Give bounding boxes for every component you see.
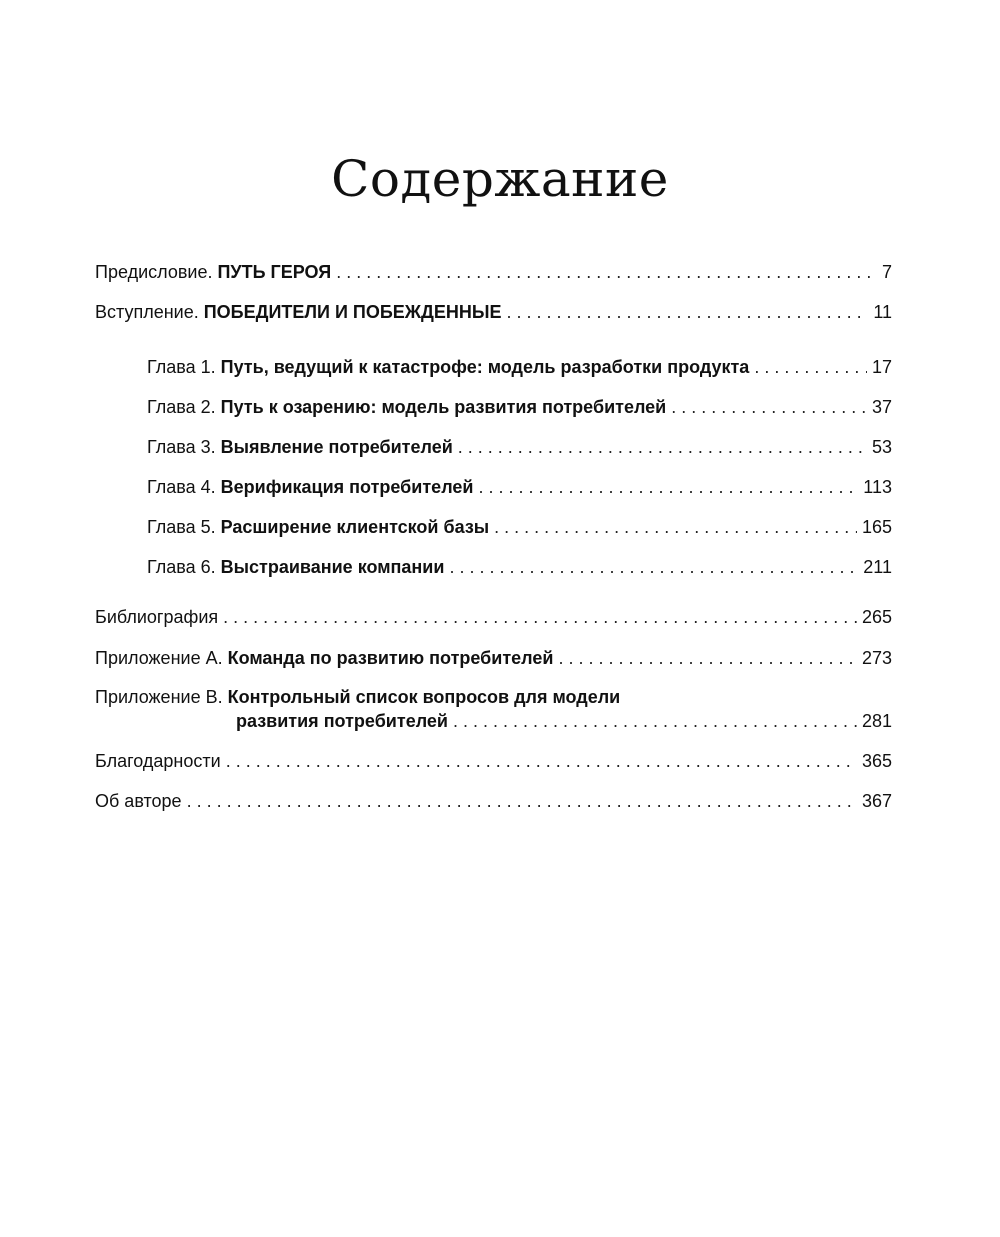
page-number: 265 bbox=[861, 607, 892, 627]
entry-prefix: Библиография bbox=[95, 607, 219, 627]
entry-prefix: Предисловие. bbox=[95, 262, 218, 282]
toc-entry-about-author[interactable] bbox=[95, 790, 892, 812]
entry-title: Выявление потребителей bbox=[220, 437, 453, 457]
toc-entry-chapter-3[interactable] bbox=[147, 436, 892, 458]
entry-prefix: Глава 4. bbox=[147, 477, 221, 497]
dot-leader bbox=[336, 261, 877, 283]
toc-entry-chapter-5[interactable] bbox=[147, 516, 892, 538]
page-number: 11 bbox=[873, 302, 892, 322]
toc-entry-introduction[interactable] bbox=[95, 301, 892, 323]
toc-entry-preface[interactable] bbox=[95, 261, 892, 283]
entry-title: Путь к озарению: модель развития потребителей bbox=[220, 397, 667, 417]
page-number: 53 bbox=[871, 437, 892, 457]
dot-leader bbox=[449, 556, 858, 578]
entry-title-continued: развития потребителей bbox=[236, 711, 448, 731]
dot-leader bbox=[494, 516, 857, 538]
dot-leader bbox=[558, 647, 857, 669]
toc-entry-chapter-4[interactable] bbox=[147, 476, 892, 498]
toc-entry-chapter-6[interactable] bbox=[147, 556, 892, 578]
page-number: 367 bbox=[861, 791, 892, 811]
entry-title: Контрольный список вопросов для модели bbox=[227, 687, 621, 707]
page-number: 7 bbox=[881, 262, 892, 282]
entry-title: Команда по развитию потребителей bbox=[227, 648, 554, 668]
entry-title: Верификация потребителей bbox=[220, 477, 474, 497]
toc-entry-appendix-b-line2[interactable] bbox=[236, 710, 892, 732]
dot-leader bbox=[507, 301, 869, 323]
page-number: 113 bbox=[863, 477, 892, 497]
dot-leader bbox=[223, 606, 857, 628]
dot-leader bbox=[671, 396, 867, 418]
entry-prefix: Благодарности bbox=[95, 751, 221, 771]
entry-prefix: Глава 3. bbox=[147, 437, 221, 457]
entry-title: Путь, ведущий к катастрофе: модель разработки продукта bbox=[220, 357, 750, 377]
dot-leader bbox=[478, 476, 858, 498]
entry-title: ПОБЕДИТЕЛИ И ПОБЕЖДЕННЫЕ bbox=[203, 302, 502, 322]
page-number: 17 bbox=[871, 357, 892, 377]
entry-prefix: Вступление. bbox=[95, 302, 204, 322]
page-number: 281 bbox=[861, 711, 892, 731]
dot-leader bbox=[754, 356, 867, 378]
page-title: Содержание bbox=[331, 150, 669, 208]
dot-leader bbox=[453, 710, 857, 732]
entry-title: ПУТЬ ГЕРОЯ bbox=[217, 262, 332, 282]
toc-entry-appendix-b-line1[interactable] bbox=[95, 686, 620, 708]
toc-entry-bibliography[interactable] bbox=[95, 606, 892, 628]
entry-title: Расширение клиентской базы bbox=[220, 517, 490, 537]
dot-leader bbox=[187, 790, 857, 812]
toc-entry-chapter-1[interactable] bbox=[147, 356, 892, 378]
entry-prefix: Глава 1. bbox=[147, 357, 221, 377]
entry-prefix: Приложение В. bbox=[95, 687, 228, 707]
toc-entry-chapter-2[interactable] bbox=[147, 396, 892, 418]
dot-leader bbox=[458, 436, 867, 458]
entry-prefix: Приложение А. bbox=[95, 648, 228, 668]
entry-prefix: Об авторе bbox=[95, 791, 182, 811]
toc-entry-appendix-a[interactable] bbox=[95, 647, 892, 669]
toc-entry-acknowledgments[interactable] bbox=[95, 750, 892, 772]
page-number: 211 bbox=[863, 557, 892, 577]
page-number: 37 bbox=[871, 397, 892, 417]
page-number: 273 bbox=[861, 648, 892, 668]
entry-title: Выстраивание компании bbox=[220, 557, 445, 577]
page-number: 365 bbox=[861, 751, 892, 771]
dot-leader bbox=[226, 750, 857, 772]
entry-prefix: Глава 6. bbox=[147, 557, 221, 577]
entry-prefix: Глава 5. bbox=[147, 517, 221, 537]
page-number: 165 bbox=[861, 517, 892, 537]
entry-prefix: Глава 2. bbox=[147, 397, 221, 417]
